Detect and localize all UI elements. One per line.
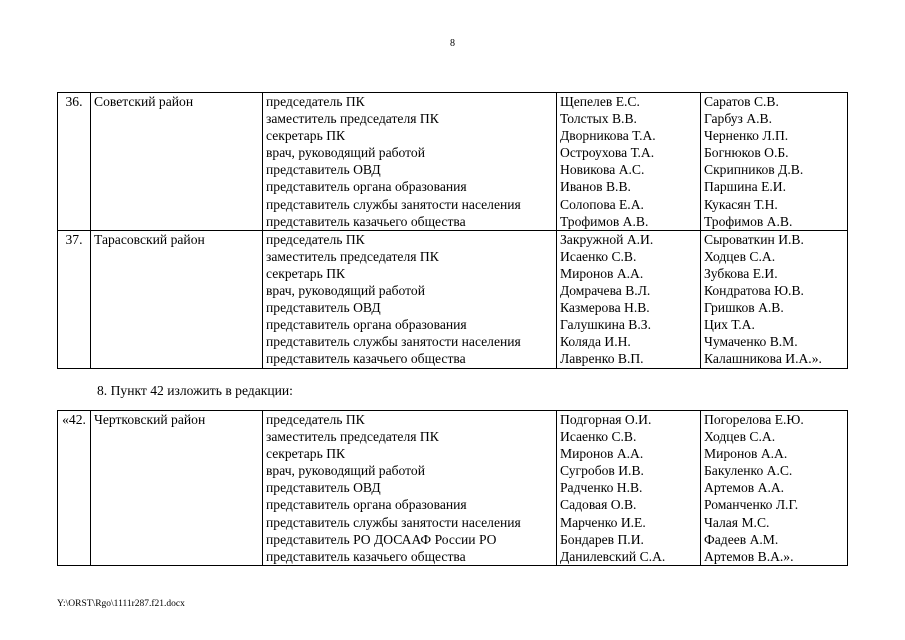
member-name: Сугробов И.В. [560,463,644,479]
role-line: председатель ПК [266,94,365,109]
reserve-name: Романченко Л.Г. [704,497,799,513]
reserve-name: Скрипников Д.В. [704,162,804,178]
table-row [58,93,848,231]
member-name: Радченко Н.В. [560,480,643,496]
member-name: Солопова Е.А. [560,196,644,212]
member-name: Бондарев П.И. [560,531,644,547]
member-name: Исаенко С.В. [560,429,637,445]
role-line: представитель органа образования [266,317,467,333]
role-line: представитель службы занятости населения [266,196,521,212]
role-line: представитель ОВД [266,162,381,178]
reserve-name: Саратов С.В. [704,94,779,109]
amendment-text: 8. Пункт 42 изложить в редакции: [97,383,293,398]
role-line: секретарь ПК [266,446,346,462]
district-name: Чертковский район [91,411,263,566]
reserve-name: Паршина Е.И. [704,179,787,195]
member-name: Подгорная О.И. [560,412,652,427]
member-cell [557,411,701,566]
reserve-name: Трофимов А.В. [704,213,793,229]
member-cell [557,93,701,231]
member-cell [557,230,701,368]
reserve-name: Ходцев С.А. [704,429,776,445]
reserve-name: Калашникова И.А.». [704,351,822,367]
reserve-name: Ходцев С.А. [704,248,776,264]
row-number: 37. [58,230,91,368]
reserve-name: Сыроваткин И.В. [704,231,804,247]
role-line: представитель ОВД [266,300,381,316]
reserve-name: Чалая М.С. [704,514,770,530]
reserve-cell [701,411,848,566]
role-line: представитель РО ДОСААФ России РО [266,531,497,547]
role-cell [263,93,557,231]
role-line: представитель казачьего общества [266,213,466,229]
member-name: Данилевский С.А. [560,548,666,564]
reserve-name: Бакуленко А.С. [704,463,793,479]
district-name: Тарасовский район [91,230,263,368]
role-line: врач, руководящий работой [266,283,425,299]
member-name: Новикова А.С. [560,162,645,178]
page-number: 8 [450,38,455,49]
reserve-name: Кукасян Т.Н. [704,196,778,212]
role-line: врач, руководящий работой [266,463,425,479]
row-number: 36. [58,93,91,231]
row-number: «42. [58,411,91,566]
role-line: заместитель председателя ПК [266,248,439,264]
role-line: представитель органа образования [266,497,467,513]
reserve-cell [701,230,848,368]
reserve-name: Богнюков О.Б. [704,145,789,161]
role-line: врач, руководящий работой [266,145,425,161]
member-name: Галушкина В.З. [560,317,651,333]
role-line: представитель службы занятости населения [266,334,521,350]
table-row [58,411,848,566]
role-line: председатель ПК [266,231,365,247]
reserve-name: Кондратова Ю.В. [704,283,804,299]
member-name: Садовая О.В. [560,497,637,513]
member-name: Остроухова Т.А. [560,145,655,161]
reserve-name: Чумаченко В.М. [704,334,798,350]
member-name: Коляда И.Н. [560,334,631,350]
member-name: Иванов В.В. [560,179,631,195]
member-name: Марченко И.Е. [560,514,646,530]
reserve-name: Артемов В.А.». [704,548,794,564]
reserve-cell [701,93,848,231]
member-name: Миронов А.А. [560,446,644,462]
member-name: Исаенко С.В. [560,248,637,264]
role-line: представитель органа образования [266,179,467,195]
role-line: заместитель председателя ПК [266,111,439,127]
role-line: секретарь ПК [266,128,346,144]
member-name: Щепелев Е.С. [560,94,640,109]
member-name: Домрачева В.Л. [560,283,651,299]
reserve-name: Миронов А.А. [704,446,788,462]
reserve-name: Артемов А.А. [704,480,785,496]
member-name: Миронов А.А. [560,265,644,281]
reserve-name: Погорелова Е.Ю. [704,412,804,427]
commission-table [57,410,848,566]
role-line: председатель ПК [266,412,365,427]
member-name: Казмерова Н.В. [560,300,650,316]
reserve-name: Гришков А.В. [704,300,784,316]
role-line: заместитель председателя ПК [266,429,439,445]
role-line: представитель службы занятости населения [266,514,521,530]
member-name: Трофимов А.В. [560,213,649,229]
member-name: Дворникова Т.А. [560,128,656,144]
role-cell [263,230,557,368]
member-name: Толстых В.В. [560,111,637,127]
reserve-name: Фадеев А.М. [704,531,779,547]
table-row [58,230,848,368]
footer-file-path: Y:\ORST\Rgo\1111r287.f21.docx [57,599,185,609]
reserve-name: Черненко Л.П. [704,128,789,144]
member-name: Лавренко В.П. [560,351,644,367]
member-name: Закружной А.И. [560,231,654,247]
reserve-name: Зубкова Е.И. [704,265,778,281]
role-line: представитель казачьего общества [266,548,466,564]
role-line: секретарь ПК [266,265,346,281]
role-line: представитель ОВД [266,480,381,496]
reserve-name: Гарбуз А.В. [704,111,772,127]
role-cell [263,411,557,566]
district-name: Советский район [91,93,263,231]
role-line: представитель казачьего общества [266,351,466,367]
reserve-name: Цих Т.А. [704,317,755,333]
commission-table [57,92,848,369]
